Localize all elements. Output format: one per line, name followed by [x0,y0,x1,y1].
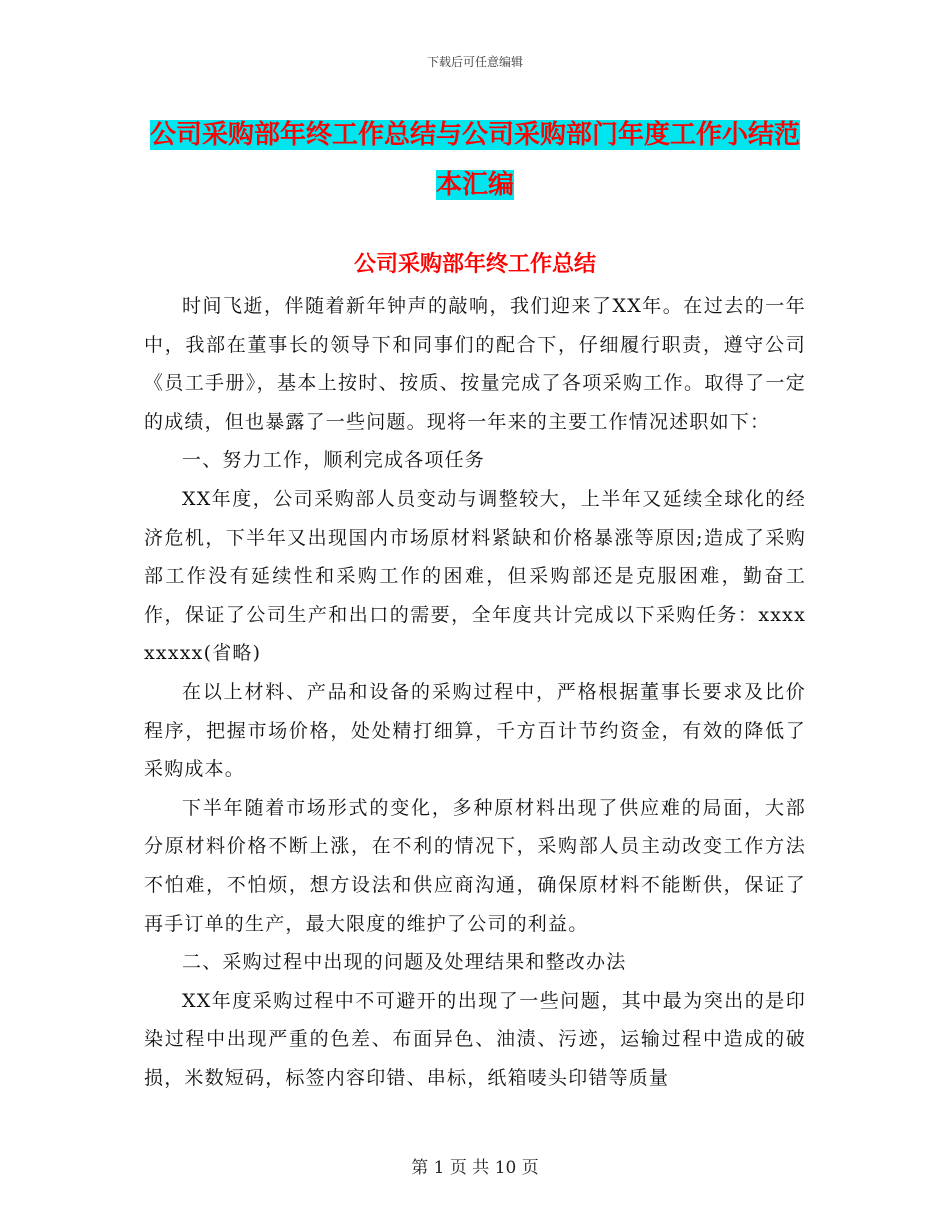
document-title [140,110,810,210]
paragraph: XX年度采购过程中不可避开的出现了一些问题，其中最为突出的是印染过程中出现严重的色差、布面异色、油渍、污迹，运输过程中造成的破损，米数短码，标签内容印错、串标，纸箱唛头印错等质量 [144,989,806,1089]
paragraph: 在以上材料、产品和设备的采购过程中，严格根据董事长要求及比价程序，把握市场价格，处处精打细算，千方百计节约资金，有效的降低了采购成本。 [144,680,806,781]
paragraph: 下半年随着市场形式的变化，多种原材料出现了供应难的局面，大部分原材料价格不断上涨，在不利的情况下，采购部人员主动改变工作方法不怕难，不怕烦，想方设法和供应商沟通，确保原材料不能断供，保证了再手订单的生产，最大限度的维护了公司的利益。 [144,796,806,935]
document-title-text: 公司采购部年终工作总结与公司采购部门年度工作小结范本汇编 [149,120,800,200]
document-body [144,287,806,1097]
paragraph: XX年度，公司采购部人员变动与调整较大，上半年又延续全球化的经济危机，下半年又出现国内市场原材料紧缺和价格暴涨等原因;造成了采购部工作没有延续性和采购工作的困难，但采购部还是克服困难，勤奋工作，保证了公司生产和出口的需要，全年度共计完成以下采购任务：xxxx xxxxx(省略) [144,487,806,665]
paragraph-intro: 时间飞逝，伴随着新年钟声的敲响，我们迎来了XX年。在过去的一年中，我部在董事长的领导下和同事们的配合下，仔细履行职责，遵守公司《员工手册》，基本上按时、按质、按量完成了各项采购工作。取得了一定的成绩，但也暴露了一些问题。现将一年来的主要工作情况述职如下： [144,295,806,433]
heading-one: 一、努力工作，顺利完成各项任务 [182,449,486,472]
header-note: 下载后可任意编辑 [426,55,523,69]
page-number: 第 1 页 共 10 页 [411,1158,539,1178]
heading-two: 二、采购过程中出现的问题及处理结果和整改办法 [182,951,627,974]
section-title: 公司采购部年终工作总结 [353,252,596,277]
